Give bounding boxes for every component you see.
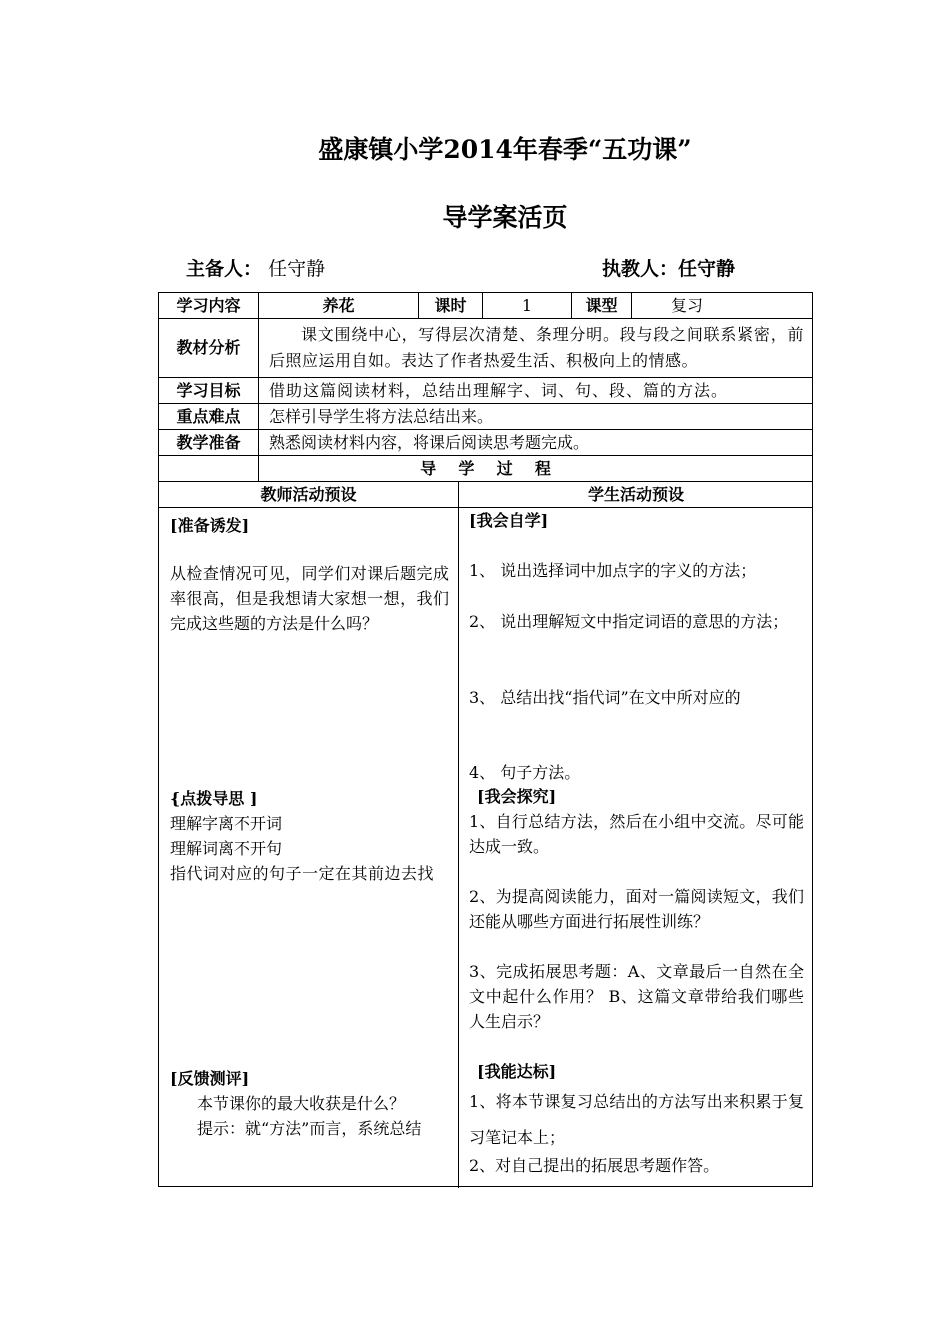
process-title: 导 学 过 程 bbox=[420, 459, 551, 478]
student-sec3-title: [我能达标] bbox=[477, 1062, 557, 1081]
teacher-sec3-title: [反馈测评] bbox=[170, 1069, 250, 1088]
content-label: 学习内容 bbox=[176, 296, 241, 315]
preparer-label: 主备人： bbox=[186, 258, 263, 280]
student-sec1-title: [我会自学] bbox=[469, 511, 549, 530]
student-sec1-item: 3、 总结出找“指代词”在文中所对应的 bbox=[469, 688, 741, 707]
teacher: 执教人：任守静 bbox=[602, 258, 736, 280]
teacher-sec1-text: 从检查情况可见，同学们对课后题完成率很高，但是我想请大家想一想，我们完成这些题的方法是什么吗？ bbox=[170, 564, 449, 633]
key-points-label: 重点难点 bbox=[176, 407, 241, 426]
teacher-sec3-line2: 提示：就“方法”而言，系统总结 bbox=[197, 1119, 422, 1138]
teacher-sec2-line: 理解字离不开词 bbox=[170, 814, 283, 833]
period-label: 课时 bbox=[434, 296, 467, 315]
type-value: 复习 bbox=[670, 296, 703, 315]
teacher-column-heading: 教师活动预设 bbox=[260, 485, 357, 504]
key-points-value: 怎样引导学生将方法总结出来。 bbox=[269, 407, 494, 426]
student-sec3-item: 1、将本节课复习总结出的方法写出来积累于复习笔记本上； bbox=[469, 1092, 804, 1147]
student-sec1-item: 1、 说出选择词中加点字的字义的方法； bbox=[469, 561, 757, 580]
objectives-label: 学习目标 bbox=[176, 381, 241, 400]
lesson-plan-table bbox=[158, 292, 813, 1187]
student-column-heading: 学生活动预设 bbox=[587, 485, 684, 504]
teacher-sec2-line: 理解词离不开句 bbox=[170, 839, 283, 858]
student-sec1-item: 2、 说出理解短文中指定词语的意思的方法； bbox=[469, 612, 789, 631]
student-sec2-item: 3、完成拓展思考题：A、文章最后一自然在全文中起什么作用？ B、这篇文章带给我们哪些人生启示？ bbox=[469, 962, 804, 1031]
teacher-sec3-line1: 本节课你的最大收获是什么？ bbox=[197, 1094, 406, 1113]
type-label: 课型 bbox=[585, 296, 618, 315]
teacher-sec1-title: [准备诱发] bbox=[170, 516, 250, 535]
student-sec2-item: 2、为提高阅读能力，面对一篇阅读短文，我们还能从哪些方面进行拓展性训练？ bbox=[469, 887, 804, 931]
content-value: 养花 bbox=[322, 296, 355, 315]
objectives-value: 借助这篇阅读材料，总结出理解字、词、句、段、篇的方法。 bbox=[269, 381, 729, 400]
student-sec1-item: 4、 句子方法。 bbox=[469, 763, 581, 782]
period-value: 1 bbox=[521, 296, 533, 315]
student-column bbox=[469, 508, 804, 1183]
document-subtitle: 导学案活页 bbox=[442, 203, 568, 232]
preparation-value: 熟悉阅读材料内容，将课后阅读思考题完成。 bbox=[269, 433, 590, 452]
preparation-label: 教学准备 bbox=[176, 433, 241, 452]
preparer-name: 任守静 bbox=[268, 258, 326, 280]
material-analysis-value: 课文围绕中心，写得层次清楚、条理分明。段与段之间联系紧密，前后照应运用自如。表达了作者热爱生活、积极向上的情感。 bbox=[269, 325, 804, 370]
teacher-column bbox=[170, 508, 449, 1183]
material-analysis-label: 教材分析 bbox=[176, 338, 241, 357]
student-sec2-title: [我会探究] bbox=[477, 787, 557, 806]
teacher-sec2-title: {点拨导思 ] bbox=[170, 789, 258, 808]
student-sec3-item: 2、对自己提出的拓展思考题作答。 bbox=[469, 1156, 720, 1175]
student-sec2-item: 1、自行总结方法，然后在小组中交流。尽可能达成一致。 bbox=[469, 812, 804, 856]
document-title: 盛康镇小学2014年春季“五功课” bbox=[318, 135, 692, 164]
preparer bbox=[186, 254, 325, 281]
teacher-sec2-line: 指代词对应的句子一定在其前边去找 bbox=[170, 864, 435, 883]
